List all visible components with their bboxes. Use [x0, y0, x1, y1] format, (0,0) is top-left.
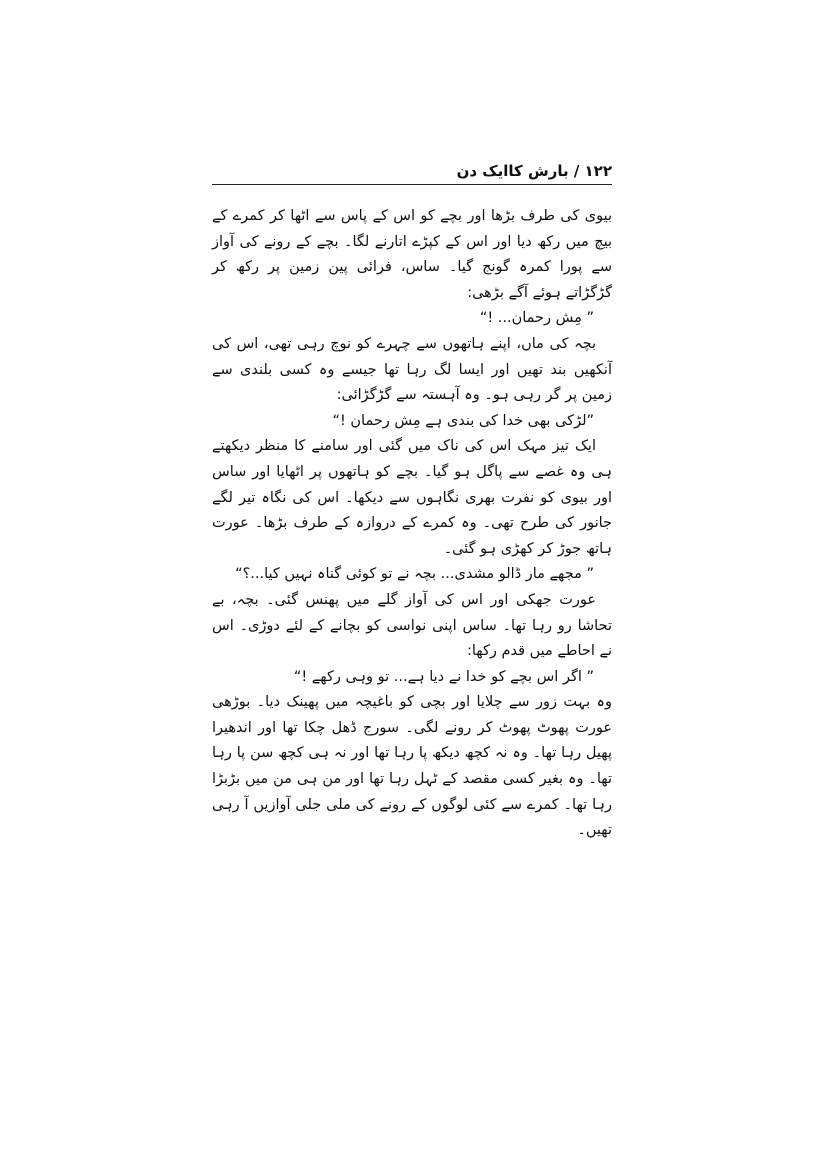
running-header: ۱۲۲ / بارش کاایک دن	[456, 162, 612, 180]
body-text	[212, 204, 612, 844]
paragraph: بچہ کی ماں، اپنے ہاتھوں سے چہرے کو نوچ رہی تھی، اس کی آنکھیں بند تھیں اور ایسا لگ رہا تھا جیسے وہ کسی بلندی سے زمین پر گر رہی ہو۔ وہ آہستہ سے گڑگڑائی:	[212, 335, 612, 404]
dialogue-quote: ” مجھے مار ڈالو مشدی... بچہ نے تو کوئی گناہ نہیں کیا...؟“	[235, 566, 594, 583]
paragraph: وہ بہت زور سے چلایا اور بچی کو باغیچہ میں پھینک دیا۔ بوڑھی عورت پھوٹ پھوٹ کر رونے لگی۔ سورج ڈھل چکا تھا اور اندھیرا پھیل رہا تھا۔ وہ نہ کچھ دیکھ پا رہا تھا اور نہ ہی کچھ سن پا رہا تھا۔ وہ بغیر کسی مقصد کے ٹہل رہا تھا اور من ہی من میں بڑبڑا رہا تھا۔ کمرے سے کئی لوگوں کے رونے کی ملی جلی آوازیں آ رہی تھیں۔	[212, 694, 612, 839]
paragraph: بیوی کی طرف بڑھا اور بچے کو اس کے پاس سے اٹھا کر کمرے کے بیچ میں رکھ دیا اور اس کے کپڑے اتارنے لگا۔ بچے کے رونے کی آواز سے پورا کمرہ گونج گیا۔ ساس، فرائی پین زمین پر رکھ کر گڑگڑاتے ہوئے آگے بڑھی:	[212, 208, 612, 301]
paragraph: عورت جھکی اور اس کی آواز گلے میں پھنس گئی۔ بچہ، بے تحاشا رو رہا تھا۔ ساس اپنی نواسی کو بچانے کے لئے دوڑی۔ اس نے احاطے میں قدم رکھا:	[212, 591, 612, 660]
dialogue-quote: ” اگر اس بچے کو خدا نے دیا ہے... تو وہی رکھے !“	[293, 668, 594, 685]
dialogue-quote: ”لڑکی بھی خدا کی بندی ہے مِش رحمان !“	[332, 412, 594, 429]
paragraph: ایک تیز مہک اس کی ناک میں گئی اور سامنے کا منظر دیکھتے ہی وہ غصے سے پاگل ہو گیا۔ بچے کو ہاتھوں پر اٹھایا اور ساس اور بیوی کو نفرت بھری نگاہوں سے دیکھا۔ اس کی نگاہ تیر لگے جانور کی طرح تھی۔ وہ کمرے کے دروازہ کے طرف بڑھا۔ عورت ہاتھ جوڑ کر کھڑی ہو گئی۔	[212, 438, 612, 557]
dialogue-quote: ” مِش رحمان... !“	[479, 310, 594, 327]
header-rule	[212, 184, 612, 185]
